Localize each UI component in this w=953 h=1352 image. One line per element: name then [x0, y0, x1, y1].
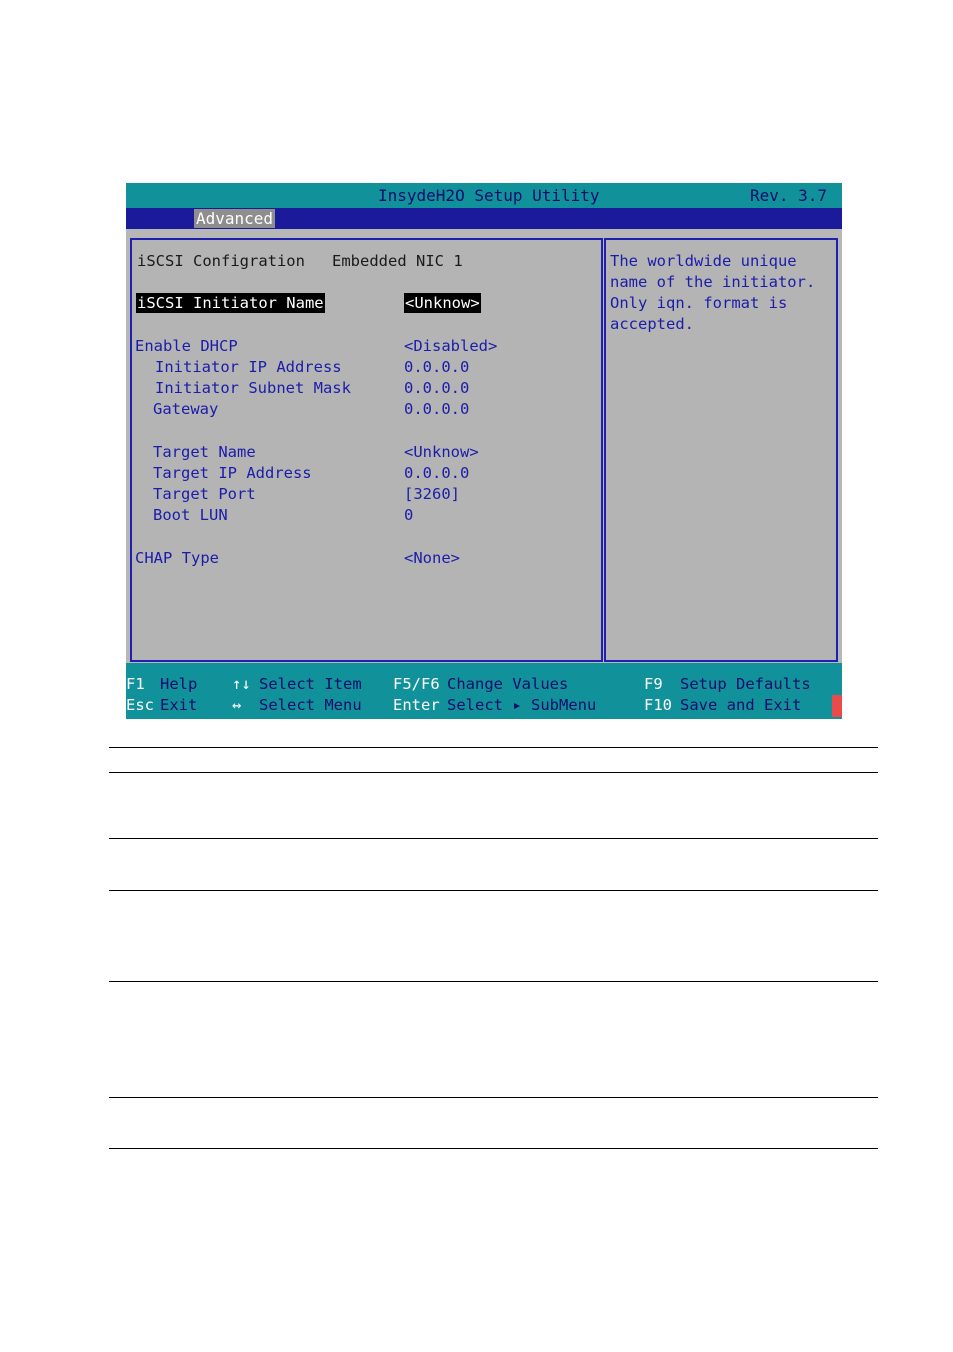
setting-label: Target Port — [153, 485, 256, 503]
key-esc-desc: Exit — [160, 696, 198, 714]
setting-label: Enable DHCP — [135, 337, 238, 355]
settings-pane — [130, 238, 603, 662]
setting-value[interactable]: <None> — [404, 549, 460, 567]
key-enter-desc: Select ▸ SubMenu — [447, 696, 597, 714]
key-updown-desc: Select Item — [259, 675, 362, 693]
setting-label: CHAP Type — [135, 549, 219, 567]
setting-label: Boot LUN — [153, 506, 228, 524]
key-f10: F10 — [644, 696, 672, 714]
key-f9: F9 — [644, 675, 663, 693]
key-leftright-arrows-icon: ↔ — [232, 696, 242, 714]
setting-label: Initiator Subnet Mask — [155, 379, 351, 397]
setting-value[interactable]: 0.0.0.0 — [404, 358, 470, 376]
setting-value[interactable]: <Disabled> — [404, 337, 498, 355]
setting-label: Target Name — [153, 443, 256, 461]
config-heading: iSCSI Configration — [137, 252, 305, 270]
help-text-line: Only iqn. format is — [610, 294, 788, 312]
table-rule — [109, 981, 878, 982]
key-f1-desc: Help — [160, 675, 198, 693]
menu-bar — [126, 208, 842, 229]
setting-value[interactable]: 0.0.0.0 — [404, 379, 470, 397]
key-leftright-desc: Select Menu — [259, 696, 362, 714]
title-bar — [126, 183, 842, 208]
key-updown-arrows-icon: ↑↓ — [232, 675, 251, 693]
key-enter: Enter — [393, 696, 440, 714]
setting-value[interactable]: <Unknow> — [404, 443, 479, 461]
key-f10-desc: Save and Exit — [680, 696, 802, 714]
nic-label: Embedded NIC 1 — [332, 252, 463, 270]
key-f9-desc: Setup Defaults — [680, 675, 811, 693]
tab-advanced[interactable]: Advanced — [196, 209, 274, 228]
key-f5f6: F5/F6 — [393, 675, 440, 693]
setting-value[interactable]: [3260] — [404, 485, 460, 503]
key-f5f6-desc: Change Values — [447, 675, 569, 693]
body-area — [126, 229, 842, 663]
help-text-line: name of the initiator. — [610, 273, 816, 291]
setting-label: Target IP Address — [153, 464, 312, 482]
scroll-indicator — [832, 695, 842, 717]
setting-value[interactable]: 0 — [404, 506, 414, 524]
table-rule — [109, 890, 878, 891]
setting-value[interactable]: 0.0.0.0 — [404, 400, 470, 418]
bios-setup-screen — [126, 183, 842, 719]
setting-label: iSCSI Initiator Name — [137, 294, 324, 312]
help-pane — [604, 238, 838, 662]
key-legend-bar — [126, 663, 842, 719]
revision-label: Rev. 3.7 — [750, 186, 828, 205]
setting-label: Initiator IP Address — [155, 358, 342, 376]
table-rule — [109, 1097, 878, 1098]
key-f1: F1 — [126, 675, 145, 693]
table-rule — [109, 772, 878, 773]
table-rule — [109, 747, 878, 748]
help-text-line: The worldwide unique — [610, 252, 797, 270]
setting-label: Gateway — [153, 400, 219, 418]
key-esc: Esc — [126, 696, 154, 714]
table-rule — [109, 838, 878, 839]
setting-value[interactable]: <Unknow> — [405, 294, 480, 312]
setting-value[interactable]: 0.0.0.0 — [404, 464, 470, 482]
utility-title: InsydeH2O Setup Utility — [378, 186, 600, 205]
table-rule — [109, 1148, 878, 1149]
help-text-line: accepted. — [610, 315, 694, 333]
